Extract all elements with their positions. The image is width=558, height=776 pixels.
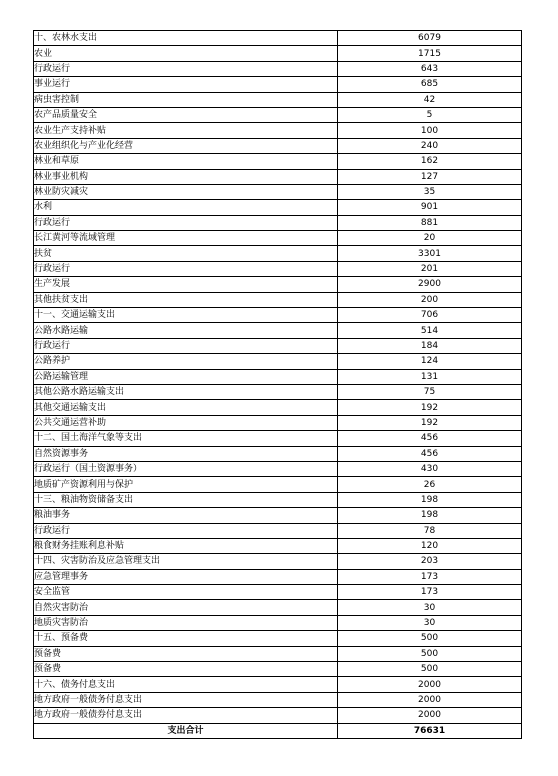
row-item-name: 公路运输管理: [34, 369, 338, 384]
row-item-name: 林业和草原: [34, 154, 338, 169]
row-item-name: 地方政府一般债务付息支出: [34, 692, 338, 707]
row-amount: 240: [338, 138, 522, 153]
table-row: [34, 169, 522, 184]
total-row: [34, 723, 522, 738]
row-amount: 78: [338, 523, 522, 538]
row-item-name: 其他交通运输支出: [34, 400, 338, 415]
row-item-name: 地质灾害防治: [34, 615, 338, 630]
table-row: [34, 292, 522, 307]
row-amount: 100: [338, 123, 522, 138]
table-row: [34, 154, 522, 169]
row-item-name: 病虫害控制: [34, 92, 338, 107]
row-amount: 2000: [338, 692, 522, 707]
row-item-name: 十、农林水支出: [34, 31, 338, 46]
row-amount: 127: [338, 169, 522, 184]
table-row: [34, 369, 522, 384]
table-row: [34, 323, 522, 338]
table-row: [34, 585, 522, 600]
table-row: [34, 338, 522, 353]
table-row: [34, 77, 522, 92]
row-item-name: 预备费: [34, 662, 338, 677]
row-item-name: 事业运行: [34, 77, 338, 92]
row-item-name: 农产品质量安全: [34, 107, 338, 122]
row-amount: 173: [338, 585, 522, 600]
table-row: [34, 31, 522, 46]
table-row: [34, 646, 522, 661]
row-item-name: 行政运行: [34, 261, 338, 276]
row-amount: 200: [338, 292, 522, 307]
table-row: [34, 600, 522, 615]
row-item-name: 十四、灾害防治及应急管理支出: [34, 554, 338, 569]
row-item-name: 自然资源事务: [34, 446, 338, 461]
row-amount: 131: [338, 369, 522, 384]
row-item-name: 十三、粮油物资储备支出: [34, 492, 338, 507]
row-amount: 192: [338, 415, 522, 430]
table-row: [34, 477, 522, 492]
expenditure-table: [33, 30, 522, 739]
table-row: [34, 231, 522, 246]
row-amount: 456: [338, 431, 522, 446]
row-item-name: 行政运行: [34, 215, 338, 230]
table-row: [34, 662, 522, 677]
row-item-name: 十二、国土海洋气象等支出: [34, 431, 338, 446]
table-row: [34, 523, 522, 538]
table-row: [34, 277, 522, 292]
table-row: [34, 308, 522, 323]
row-amount: 500: [338, 631, 522, 646]
row-item-name: 行政运行: [34, 338, 338, 353]
row-amount: 75: [338, 384, 522, 399]
row-amount: 198: [338, 508, 522, 523]
row-amount: 203: [338, 554, 522, 569]
row-item-name: 粮油事务: [34, 508, 338, 523]
row-item-name: 应急管理事务: [34, 569, 338, 584]
row-amount: 2000: [338, 708, 522, 723]
row-amount: 192: [338, 400, 522, 415]
row-amount: 500: [338, 662, 522, 677]
row-item-name: 行政运行（国土资源事务）: [34, 461, 338, 476]
row-amount: 184: [338, 338, 522, 353]
row-item-name: 十五、预备费: [34, 631, 338, 646]
row-item-name: 地质矿产资源利用与保护: [34, 477, 338, 492]
row-amount: 26: [338, 477, 522, 492]
row-item-name: 行政运行: [34, 523, 338, 538]
table-row: [34, 384, 522, 399]
row-item-name: 农业: [34, 46, 338, 61]
table-row: [34, 46, 522, 61]
row-amount: 643: [338, 61, 522, 76]
table-row: [34, 415, 522, 430]
row-amount: 5: [338, 107, 522, 122]
row-item-name: 十一、交通运输支出: [34, 308, 338, 323]
row-item-name: 长江黄河等流域管理: [34, 231, 338, 246]
total-amount: 76631: [338, 723, 522, 738]
table-row: [34, 184, 522, 199]
row-amount: 173: [338, 569, 522, 584]
row-item-name: 生产发展: [34, 277, 338, 292]
row-item-name: 安全监管: [34, 585, 338, 600]
row-item-name: 林业事业机构: [34, 169, 338, 184]
row-amount: 706: [338, 308, 522, 323]
row-amount: 6079: [338, 31, 522, 46]
row-amount: 120: [338, 538, 522, 553]
row-amount: 30: [338, 600, 522, 615]
row-item-name: 公路养护: [34, 354, 338, 369]
table-row: [34, 92, 522, 107]
row-amount: 2900: [338, 277, 522, 292]
row-amount: 1715: [338, 46, 522, 61]
table-row: [34, 538, 522, 553]
row-item-name: 十六、债务付息支出: [34, 677, 338, 692]
total-label: 支出合计: [34, 723, 338, 738]
table-row: [34, 123, 522, 138]
table-row: [34, 461, 522, 476]
row-item-name: 预备费: [34, 646, 338, 661]
row-amount: 430: [338, 461, 522, 476]
row-amount: 881: [338, 215, 522, 230]
row-item-name: 其他公路水路运输支出: [34, 384, 338, 399]
table-row: [34, 246, 522, 261]
row-item-name: 自然灾害防治: [34, 600, 338, 615]
table-row: [34, 61, 522, 76]
row-item-name: 公共交通运营补助: [34, 415, 338, 430]
row-amount: 685: [338, 77, 522, 92]
table-row: [34, 354, 522, 369]
table-row: [34, 569, 522, 584]
row-item-name: 农业组织化与产业化经营: [34, 138, 338, 153]
row-item-name: 公路水路运输: [34, 323, 338, 338]
row-amount: 514: [338, 323, 522, 338]
row-amount: 2000: [338, 677, 522, 692]
row-amount: 500: [338, 646, 522, 661]
row-amount: 901: [338, 200, 522, 215]
row-item-name: 行政运行: [34, 61, 338, 76]
table-row: [34, 677, 522, 692]
table-row: [34, 400, 522, 415]
row-amount: 201: [338, 261, 522, 276]
row-amount: 198: [338, 492, 522, 507]
table-row: [34, 492, 522, 507]
row-amount: 124: [338, 354, 522, 369]
row-item-name: 其他扶贫支出: [34, 292, 338, 307]
row-amount: 456: [338, 446, 522, 461]
row-amount: 3301: [338, 246, 522, 261]
row-item-name: 农业生产支持补贴: [34, 123, 338, 138]
table-row: [34, 554, 522, 569]
row-item-name: 粮食财务挂账利息补贴: [34, 538, 338, 553]
table-row: [34, 631, 522, 646]
row-item-name: 林业防灾减灾: [34, 184, 338, 199]
table-row: [34, 215, 522, 230]
table-row: [34, 708, 522, 723]
row-amount: 35: [338, 184, 522, 199]
table-row: [34, 138, 522, 153]
row-item-name: 地方政府一般债券付息支出: [34, 708, 338, 723]
table-row: [34, 261, 522, 276]
table-row: [34, 200, 522, 215]
table-row: [34, 446, 522, 461]
table-row: [34, 508, 522, 523]
row-item-name: 扶贫: [34, 246, 338, 261]
row-amount: 30: [338, 615, 522, 630]
table-row: [34, 692, 522, 707]
row-item-name: 水利: [34, 200, 338, 215]
table-row: [34, 107, 522, 122]
row-amount: 42: [338, 92, 522, 107]
table-row: [34, 615, 522, 630]
row-amount: 162: [338, 154, 522, 169]
table-row: [34, 431, 522, 446]
row-amount: 20: [338, 231, 522, 246]
expenditure-table-body: [34, 31, 522, 739]
